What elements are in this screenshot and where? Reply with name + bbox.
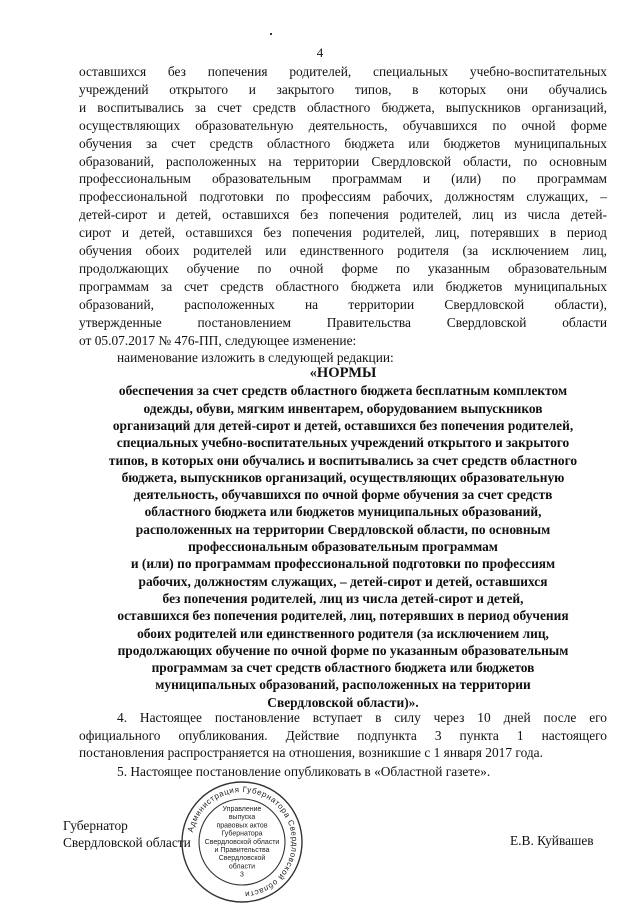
scan-speck (270, 33, 272, 35)
title-line: Свердловской области)». (267, 694, 419, 710)
official-stamp (179, 779, 305, 905)
body-line: учреждений открытого и закрытого типов, в которых они обучались (79, 81, 607, 97)
body-line: и воспитывались за счет средств областного бюджета, выпускников организаций, (79, 99, 607, 115)
title-line: областного бюджета или бюджетов муниципальных образований, (144, 504, 542, 520)
signatory-position-line-1: Губернатор (63, 818, 128, 833)
title-line: обоих родителей или единственного родителя (за исключением лиц, (137, 625, 549, 641)
stamp-inner-line: области (228, 863, 256, 871)
title-line: муниципальных образований, расположенных на территории (155, 677, 531, 693)
stamp-inner-line: правовых актов (216, 822, 268, 830)
body-line: профессиональным образовательным программам и (или) по программам (79, 171, 607, 187)
title-line: рабочих, должностям служащих, – детей-сирот и детей, оставшихся (138, 573, 548, 589)
title-line: продолжающих обучение по очной форме по указанным образовательным (117, 642, 569, 658)
stamp-inner-line: и Правительства (214, 847, 270, 854)
body-line: обучения обоих родителей или единственного родителя (за исключением лиц, (79, 243, 607, 258)
body-line: детей-сирот и детей, оставшихся без попечения родителей, лиц из числа детей- (79, 207, 607, 223)
body-line: профессиональной подготовки по профессиям рабочих, должностям служащих, – (79, 189, 607, 205)
stamp-ring-text: Администрация Губернатора Свердловской области (186, 784, 300, 899)
title-line: обеспечения за счет средств областного бюджета бесплатным комплектом (118, 383, 568, 399)
title-line: деятельность, обучавшихся по очной форме обучения за счет средств (133, 487, 553, 503)
paragraph-5: 5. Настоящее постановление опубликовать в «Областной газете». (117, 764, 491, 779)
title-line: бюджета, выпускников организаций, осуществляющих образовательную (121, 469, 565, 485)
stamp-inner-line: 3 (240, 871, 244, 879)
signatory-name: Е.В. Куйвашев (510, 833, 594, 848)
title-line: профессиональным образовательным программам (188, 539, 498, 554)
paragraph-4-line: постановления распространяется на отношения, возникшие с 1 января 2017 года. (79, 745, 543, 760)
paragraph-4-line: официального опубликования. Действие подпункта 3 пункта 1 настоящего (79, 728, 607, 743)
title-line: организаций для детей-сирот и детей, оставшихся без попечения родителей, (112, 417, 574, 433)
title-line: расположенных на территории Свердловской области, по основным (135, 521, 551, 537)
title-heading: «НОРМЫ (309, 365, 377, 381)
stamp-inner-line: Управление (222, 806, 262, 813)
paragraph-4-line: 4. Настоящее постановление вступает в силу через 10 дней после его (117, 710, 607, 725)
body-line: образований, расположенных на территории Свердловской области, по основным (79, 153, 607, 169)
body-line: утвержденные постановлением Правительства Свердловской области (79, 314, 607, 330)
page-number: 4 (316, 45, 324, 60)
body-line: оставшихся без попечения родителей, специальных учебно-воспитательных (79, 64, 607, 79)
title-line: и (или) по программам профессиональной подготовки по профессиям (130, 556, 556, 572)
body-line: обучения за счет средств областного бюджета или бюджетов муниципальных (79, 135, 607, 151)
body-line: продолжающих обучение по очной форме по указанным образовательным (79, 260, 607, 276)
title-line: специальных учебно-воспитательных учреждений открытого и закрытого (116, 435, 570, 451)
stamp-inner-line: Свердловской (218, 855, 266, 863)
title-line: одежды, обуви, мягким инвентарем, оборудованием выпускников (143, 400, 543, 416)
body-line: образований, расположенных на территории Свердловской области), (79, 296, 607, 312)
intro-line: наименование изложить в следующей редакции: (117, 350, 394, 365)
title-line: оставшихся без попечения родителей, лиц, потерявших в период обучения (117, 608, 569, 624)
title-line: программам за счет средств областного бюджета или бюджетов (151, 660, 535, 676)
signatory-position-line-2: Свердловской области (63, 835, 191, 850)
title-line: без попечения родителей, лиц из числа детей-сирот и детей, (162, 590, 524, 606)
stamp-inner-line: Свердловской области (204, 838, 280, 846)
body-line: программам за счет средств областного бюджета или бюджетов муниципальных (79, 278, 607, 294)
body-line: от 05.07.2017 № 476-ПП, следующее изменение: (79, 332, 357, 348)
stamp-inner-line: выпуска (228, 814, 256, 822)
body-line: сирот и детей, оставшихся без попечения родителей, лиц, потерявших в период (79, 225, 607, 241)
title-line: типов, в которых они обучались и воспитывались за счет средств областного (108, 452, 578, 468)
stamp-inner-line: Губернатора (221, 830, 263, 838)
body-line: осуществляющих образовательную деятельность, обучавшихся по очной форме (79, 117, 607, 133)
